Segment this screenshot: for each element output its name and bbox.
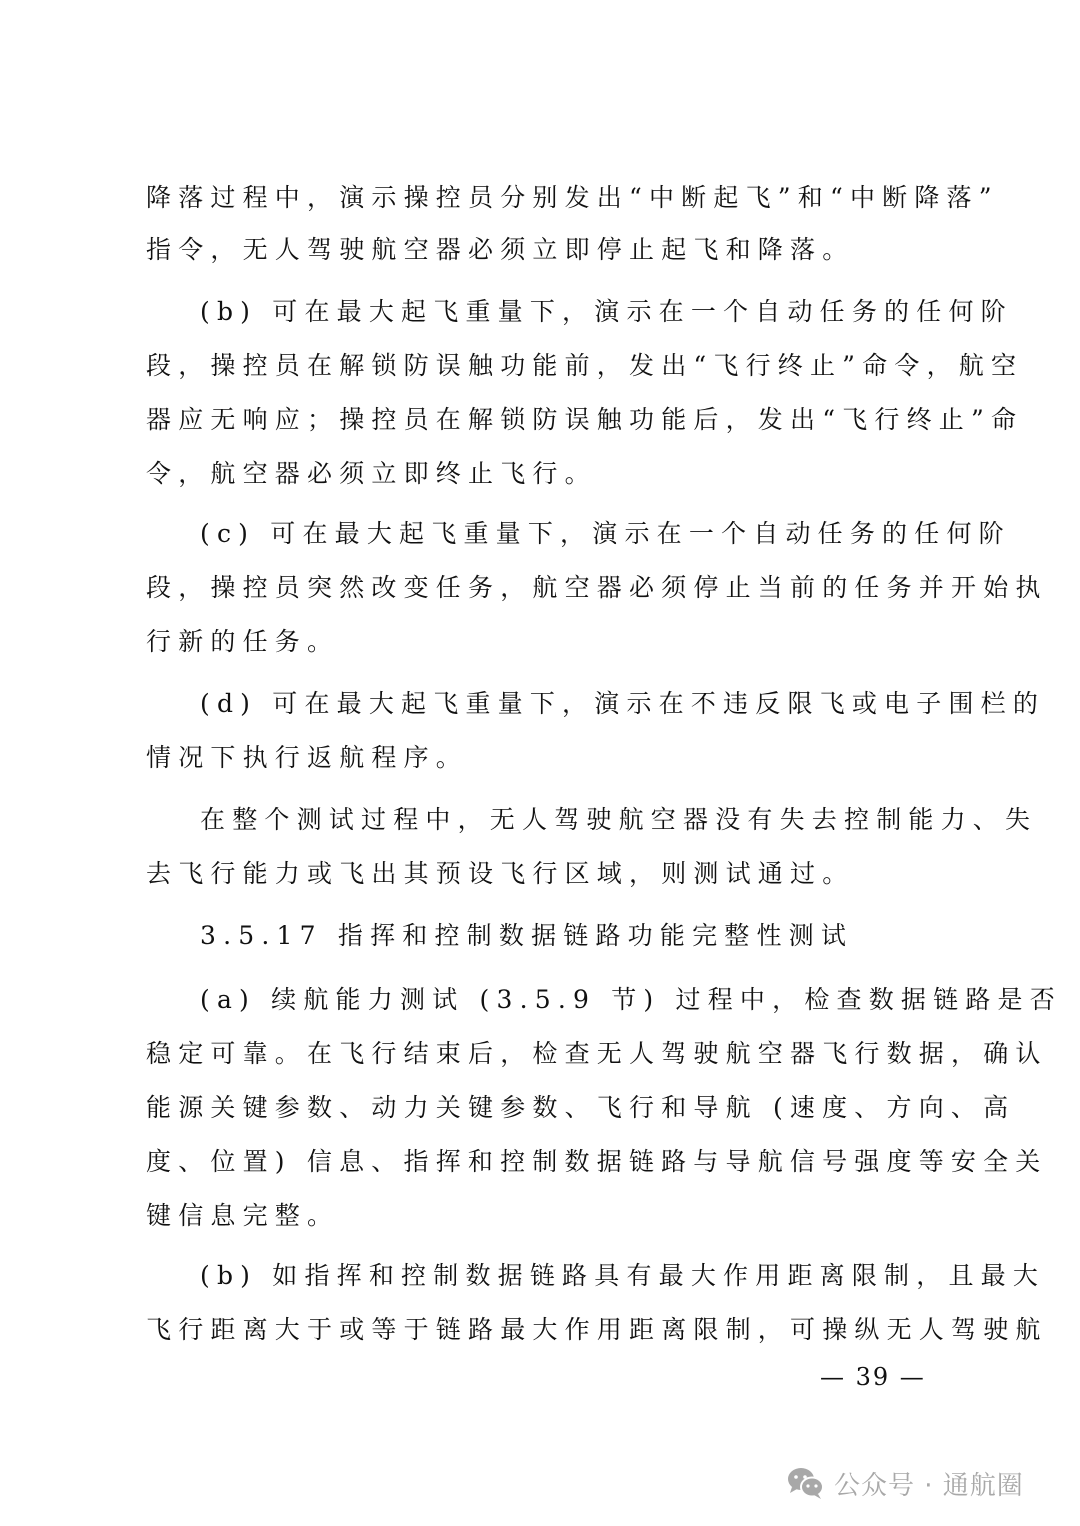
text-line: 器应无响应；操控员在解锁防误触功能后，发出“飞行终止”命 (146, 405, 1024, 434)
text-line: 度、位置) 信息、指挥和控制数据链路与导航信号强度等安全关 (146, 1147, 1048, 1176)
text-line: (a) 续航能力测试 (3.5.9 节) 过程中，检查数据链路是否 (200, 985, 1062, 1014)
text-line: 能源关键参数、动力关键参数、飞行和导航 (速度、方向、高 (146, 1093, 1016, 1122)
text-line: 键信息完整。 (146, 1201, 340, 1230)
text-line: 降落过程中，演示操控员分别发出“中断起飞”和“中断降落” (146, 183, 999, 212)
text-line: (b) 可在最大起飞重量下，演示在一个自动任务的任何阶 (200, 297, 1013, 326)
text-line: 稳定可靠。在飞行结束后，检查无人驾驶航空器飞行数据，确认 (146, 1039, 1048, 1068)
text-line: (b) 如指挥和控制数据链路具有最大作用距离限制，且最大 (200, 1261, 1046, 1290)
wechat-icon (786, 1466, 826, 1500)
text-line: 令，航空器必须立即终止飞行。 (146, 459, 597, 488)
text-line: 指令，无人驾驶航空器必须立即停止起飞和降落。 (146, 235, 855, 264)
text-line: (c) 可在最大起飞重量下，演示在一个自动任务的任何阶 (200, 519, 1011, 548)
text-line: 去飞行能力或飞出其预设飞行区域，则测试通过。 (146, 859, 855, 888)
text-line: 行新的任务。 (146, 627, 340, 656)
text-line: 在整个测试过程中，无人驾驶航空器没有失去控制能力、失 (200, 805, 1038, 834)
text-line: 情况下执行返航程序。 (146, 743, 469, 772)
watermark (786, 1466, 1024, 1500)
text-line: 段，操控员突然改变任务，航空器必须停止当前的任务并开始执 (146, 573, 1048, 602)
text-line: 飞行距离大于或等于链路最大作用距离限制，可操纵无人驾驶航 (146, 1315, 1048, 1344)
text-line: 段，操控员在解锁防误触功能前，发出“飞行终止”命令，航空 (146, 351, 1024, 380)
section-heading: 3.5.17 指挥和控制数据链路功能完整性测试 (200, 921, 854, 950)
page-number: — 39 — (820, 1363, 926, 1391)
watermark-text: 公众号 · 通航圈 (834, 1470, 1024, 1501)
text-line: (d) 可在最大起飞重量下，演示在不违反限飞或电子围栏的 (200, 689, 1046, 718)
